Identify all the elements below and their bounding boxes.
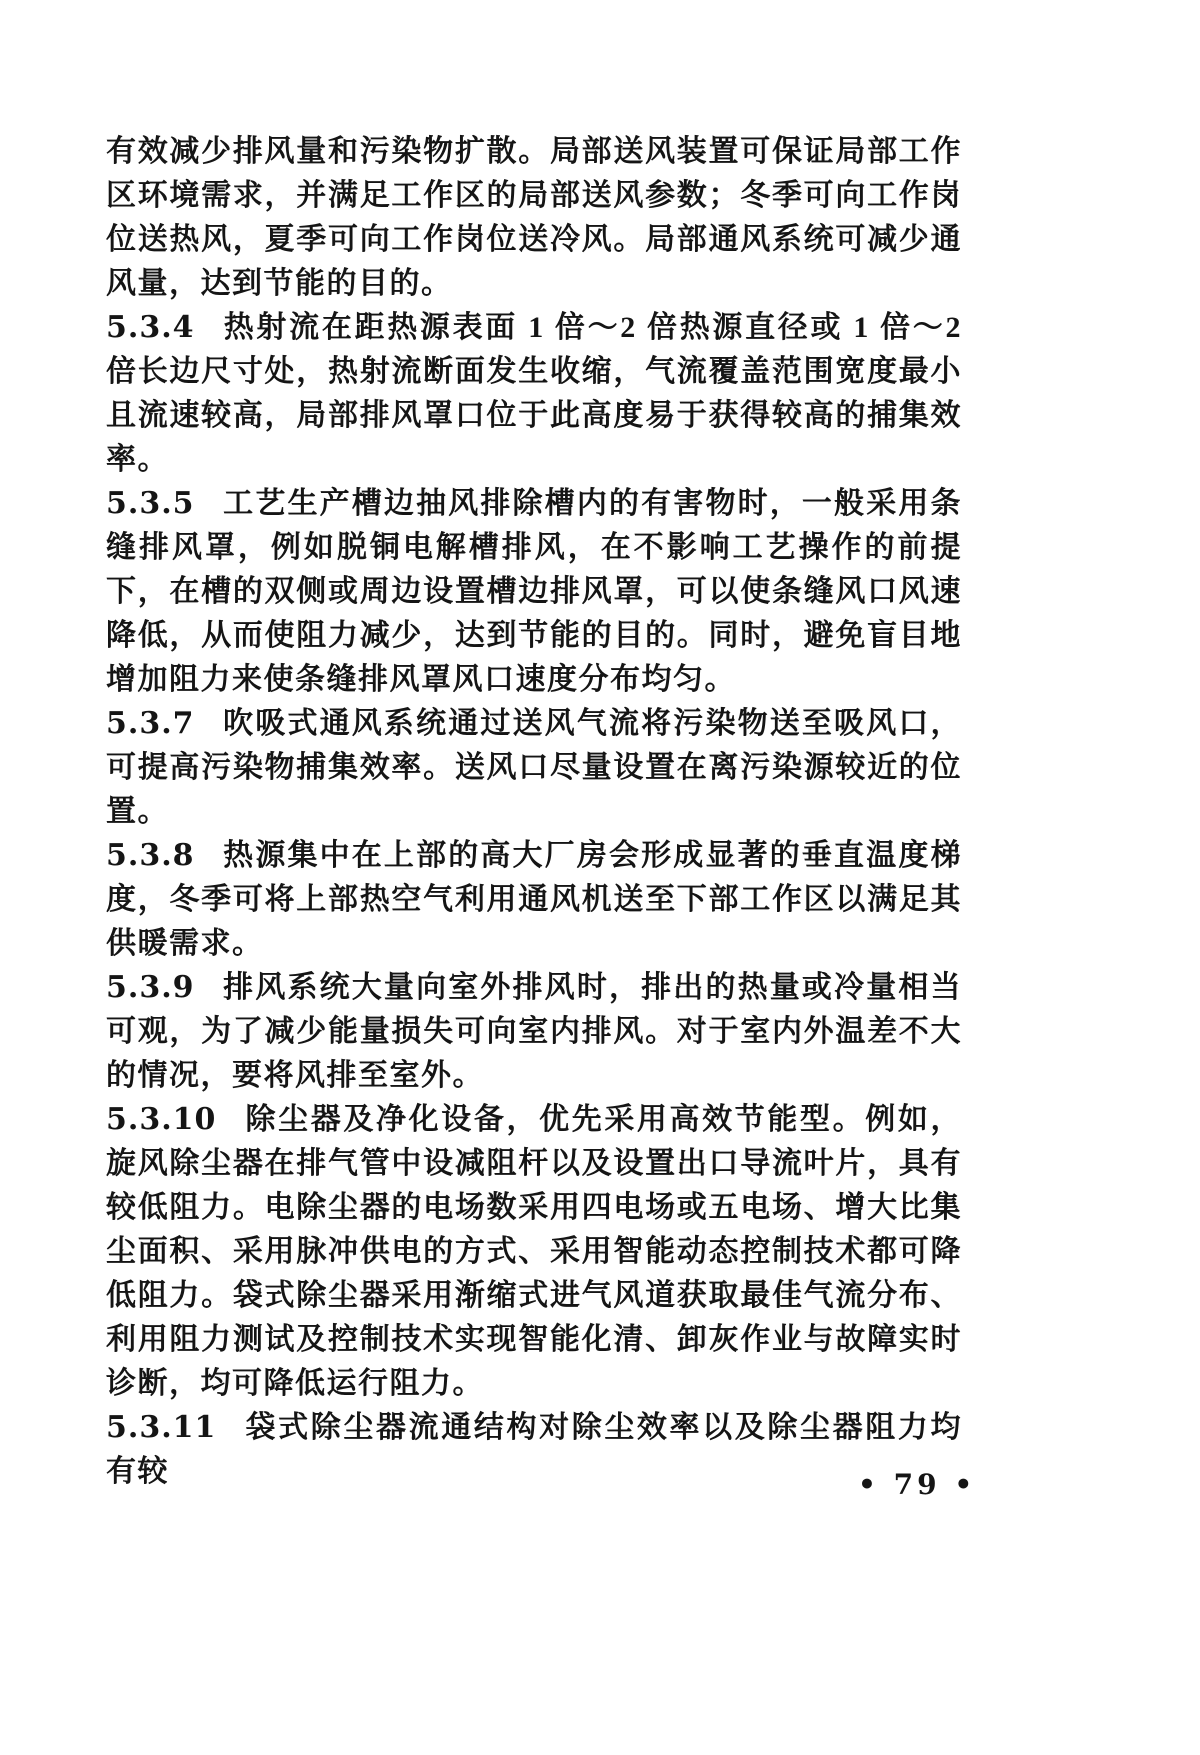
paragraph-text: 袋式除尘器流通结构对除尘效率以及除尘器阻力均有较 (106, 1411, 962, 1488)
paragraph (106, 306, 962, 482)
paragraph-text: 热射流在距热源表面 1 倍～2 倍热源直径或 1 倍～2 倍长边尺寸处，热射流断面发生收缩，气流覆盖范围宽度最小且流速较高，局部排风罩口位于此高度易于获得较高的捕集效率。 (106, 311, 962, 476)
text-block (106, 130, 962, 1494)
section-number: 5.3.8 (106, 838, 195, 873)
paragraph-text: 排风系统大量向室外排风时，排出的热量或冷量相当可观，为了减少能量损失可向室内排风。对于室内外温差不大的情况，要将风排至室外。 (106, 971, 962, 1092)
page-number: • 79 • (858, 1468, 977, 1501)
section-number: 5.3.5 (106, 486, 195, 521)
paragraph (106, 834, 962, 966)
paragraph (106, 1406, 962, 1494)
section-number: 5.3.9 (106, 970, 195, 1005)
section-number: 5.3.4 (106, 310, 195, 345)
paragraph-text: 热源集中在上部的高大厂房会形成显著的垂直温度梯度，冬季可将上部热空气利用通风机送至下部工作区以满足其供暖需求。 (106, 839, 962, 960)
paragraph-text: 吹吸式通风系统通过送风气流将污染物送至吸风口，可提高污染物捕集效率。送风口尽量设置在离污染源较近的位置。 (106, 707, 962, 828)
paragraph-text: 除尘器及净化设备，优先采用高效节能型。例如，旋风除尘器在排气管中设减阻杆以及设置出口导流叶片，具有较低阻力。电除尘器的电场数采用四电场或五电场、增大比集尘面积、采用脉冲供电的方式、采用智能动态控制技术都可降低阻力。袋式除尘器采用渐缩式进气风道获取最佳气流分布、利用阻力测试及控制技术实现智能化清、卸灰作业与故障实时诊断，均可降低运行阻力。 (106, 1103, 962, 1400)
paragraph (106, 1098, 962, 1406)
paragraph-text: 工艺生产槽边抽风排除槽内的有害物时，一般采用条缝排风罩，例如脱铜电解槽排风，在不影响工艺操作的前提下，在槽的双侧或周边设置槽边排风罩，可以使条缝风口风速降低，从而使阻力减少，达到节能的目的。同时，避免盲目地增加阻力来使条缝排风罩风口速度分布均匀。 (106, 487, 962, 696)
section-number: 5.3.11 (106, 1410, 217, 1445)
paragraph (106, 130, 962, 306)
section-number: 5.3.7 (106, 706, 195, 741)
paragraph (106, 966, 962, 1098)
section-number: 5.3.10 (106, 1102, 217, 1137)
paragraph-text: 有效减少排风量和污染物扩散。局部送风装置可保证局部工作区环境需求，并满足工作区的局部送风参数；冬季可向工作岗位送热风，夏季可向工作岗位送冷风。局部通风系统可减少通风量，达到节能的目的。 (106, 135, 962, 300)
paragraph (106, 482, 962, 702)
paragraph (106, 702, 962, 834)
